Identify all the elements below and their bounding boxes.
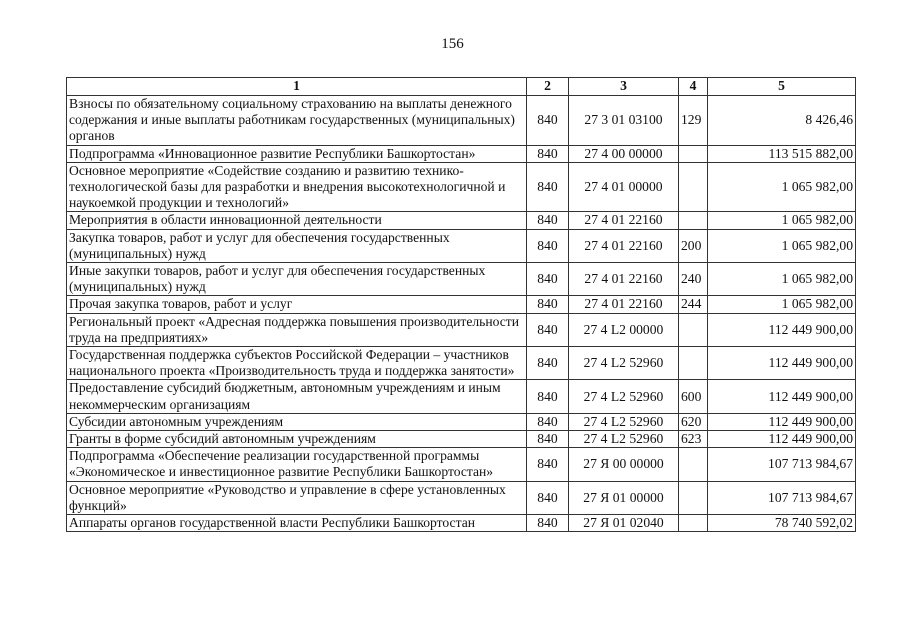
table-row xyxy=(67,229,856,262)
row-name-cell: Гранты в форме субсидий автономным учреждениям xyxy=(67,431,527,448)
row-name-cell: Субсидии автономным учреждениям xyxy=(67,413,527,430)
row-amount-cell: 112 449 900,00 xyxy=(708,380,856,413)
row-name-cell: Закупка товаров, работ и услуг для обеспечения государственных (муниципальных) нужд xyxy=(67,229,527,262)
row-amount-cell: 112 449 900,00 xyxy=(708,413,856,430)
table-row xyxy=(67,431,856,448)
row-gov-code-cell: 840 xyxy=(527,347,569,380)
row-target-article-cell: 27 Я 00 00000 xyxy=(569,448,679,481)
row-gov-code-cell: 840 xyxy=(527,313,569,346)
table-row xyxy=(67,145,856,162)
table-row xyxy=(67,481,856,514)
row-gov-code-cell: 840 xyxy=(527,96,569,146)
row-gov-code-cell: 840 xyxy=(527,229,569,262)
table-row xyxy=(67,313,856,346)
row-name-cell: Мероприятия в области инновационной деятельности xyxy=(67,212,527,229)
row-gov-code-cell: 840 xyxy=(527,431,569,448)
row-expense-type-cell: 620 xyxy=(679,413,708,430)
row-gov-code-cell: 840 xyxy=(527,413,569,430)
row-amount-cell: 8 426,46 xyxy=(708,96,856,146)
row-gov-code-cell: 840 xyxy=(527,515,569,532)
row-amount-cell: 1 065 982,00 xyxy=(708,162,856,212)
row-expense-type-cell xyxy=(679,162,708,212)
row-target-article-cell: 27 4 L2 52960 xyxy=(569,347,679,380)
row-expense-type-cell xyxy=(679,347,708,380)
row-name-cell: Взносы по обязательному социальному страхованию на выплаты денежного содержания и иные выплаты работникам государственных (муниципальных) органов xyxy=(67,96,527,146)
table-row xyxy=(67,296,856,313)
table-row xyxy=(67,212,856,229)
row-amount-cell: 113 515 882,00 xyxy=(708,145,856,162)
row-expense-type-cell: 623 xyxy=(679,431,708,448)
row-name-cell: Аппараты органов государственной власти Республики Башкортостан xyxy=(67,515,527,532)
row-expense-type-cell: 240 xyxy=(679,263,708,296)
row-amount-cell: 1 065 982,00 xyxy=(708,263,856,296)
table-row xyxy=(67,380,856,413)
table-row xyxy=(67,96,856,146)
page-number: 156 xyxy=(441,36,464,52)
row-name-cell: Государственная поддержка субъектов Российской Федерации – участников национального проекта «Производительность труда и поддержка занятости» xyxy=(67,347,527,380)
row-name-cell: Подпрограмма «Обеспечение реализации государственной программы «Экономическое и инвестиционное развитие Республики Башкортостан» xyxy=(67,448,527,481)
row-target-article-cell: 27 4 L2 52960 xyxy=(569,413,679,430)
row-target-article-cell: 27 4 00 00000 xyxy=(569,145,679,162)
header-cell-1: 1 xyxy=(67,78,527,96)
row-expense-type-cell xyxy=(679,313,708,346)
row-name-cell: Региональный проект «Адресная поддержка повышения производительности труда на предприятиях» xyxy=(67,313,527,346)
row-amount-cell: 112 449 900,00 xyxy=(708,431,856,448)
row-target-article-cell: 27 4 01 22160 xyxy=(569,263,679,296)
row-expense-type-cell: 200 xyxy=(679,229,708,262)
row-name-cell: Подпрограмма «Инновационное развитие Республики Башкортостан» xyxy=(67,145,527,162)
row-target-article-cell: 27 4 L2 52960 xyxy=(569,380,679,413)
row-target-article-cell: 27 4 01 22160 xyxy=(569,229,679,262)
row-target-article-cell: 27 4 01 22160 xyxy=(569,212,679,229)
table-row xyxy=(67,263,856,296)
row-target-article-cell: 27 4 01 00000 xyxy=(569,162,679,212)
header-cell-3: 3 xyxy=(569,78,679,96)
row-gov-code-cell: 840 xyxy=(527,481,569,514)
row-amount-cell: 112 449 900,00 xyxy=(708,313,856,346)
row-amount-cell: 1 065 982,00 xyxy=(708,229,856,262)
row-amount-cell: 78 740 592,02 xyxy=(708,515,856,532)
row-name-cell: Предоставление субсидий бюджетным, автономным учреждениям и иным некоммерческим организациям xyxy=(67,380,527,413)
row-gov-code-cell: 840 xyxy=(527,263,569,296)
header-cell-5: 5 xyxy=(708,78,856,96)
row-amount-cell: 112 449 900,00 xyxy=(708,347,856,380)
table-row xyxy=(67,515,856,532)
row-gov-code-cell: 840 xyxy=(527,296,569,313)
table-row xyxy=(67,413,856,430)
table-row xyxy=(67,347,856,380)
row-target-article-cell: 27 4 L2 00000 xyxy=(569,313,679,346)
row-gov-code-cell: 840 xyxy=(527,162,569,212)
row-expense-type-cell xyxy=(679,481,708,514)
row-expense-type-cell xyxy=(679,448,708,481)
table-row xyxy=(67,448,856,481)
row-name-cell: Прочая закупка товаров, работ и услуг xyxy=(67,296,527,313)
row-expense-type-cell xyxy=(679,212,708,229)
header-cell-4: 4 xyxy=(679,78,708,96)
row-target-article-cell: 27 4 L2 52960 xyxy=(569,431,679,448)
budget-table xyxy=(66,77,856,532)
row-gov-code-cell: 840 xyxy=(527,145,569,162)
row-expense-type-cell: 129 xyxy=(679,96,708,146)
table-body xyxy=(67,96,856,532)
table-header-row xyxy=(67,78,856,96)
row-amount-cell: 107 713 984,67 xyxy=(708,448,856,481)
header-cell-2: 2 xyxy=(527,78,569,96)
row-expense-type-cell xyxy=(679,515,708,532)
row-expense-type-cell xyxy=(679,145,708,162)
row-amount-cell: 1 065 982,00 xyxy=(708,296,856,313)
row-gov-code-cell: 840 xyxy=(527,380,569,413)
row-target-article-cell: 27 Я 01 02040 xyxy=(569,515,679,532)
row-amount-cell: 1 065 982,00 xyxy=(708,212,856,229)
row-target-article-cell: 27 Я 01 00000 xyxy=(569,481,679,514)
row-target-article-cell: 27 4 01 22160 xyxy=(569,296,679,313)
row-gov-code-cell: 840 xyxy=(527,448,569,481)
row-target-article-cell: 27 3 01 03100 xyxy=(569,96,679,146)
table-row xyxy=(67,162,856,212)
row-amount-cell: 107 713 984,67 xyxy=(708,481,856,514)
row-name-cell: Основное мероприятие «Содействие созданию и развитию технико-технологической базы для разработки и внедрения высокотехнологичной и наукоемкой продукции и технологий» xyxy=(67,162,527,212)
row-name-cell: Основное мероприятие «Руководство и управление в сфере установленных функций» xyxy=(67,481,527,514)
row-name-cell: Иные закупки товаров, работ и услуг для обеспечения государственных (муниципальных) нужд xyxy=(67,263,527,296)
row-gov-code-cell: 840 xyxy=(527,212,569,229)
row-expense-type-cell: 600 xyxy=(679,380,708,413)
row-expense-type-cell: 244 xyxy=(679,296,708,313)
